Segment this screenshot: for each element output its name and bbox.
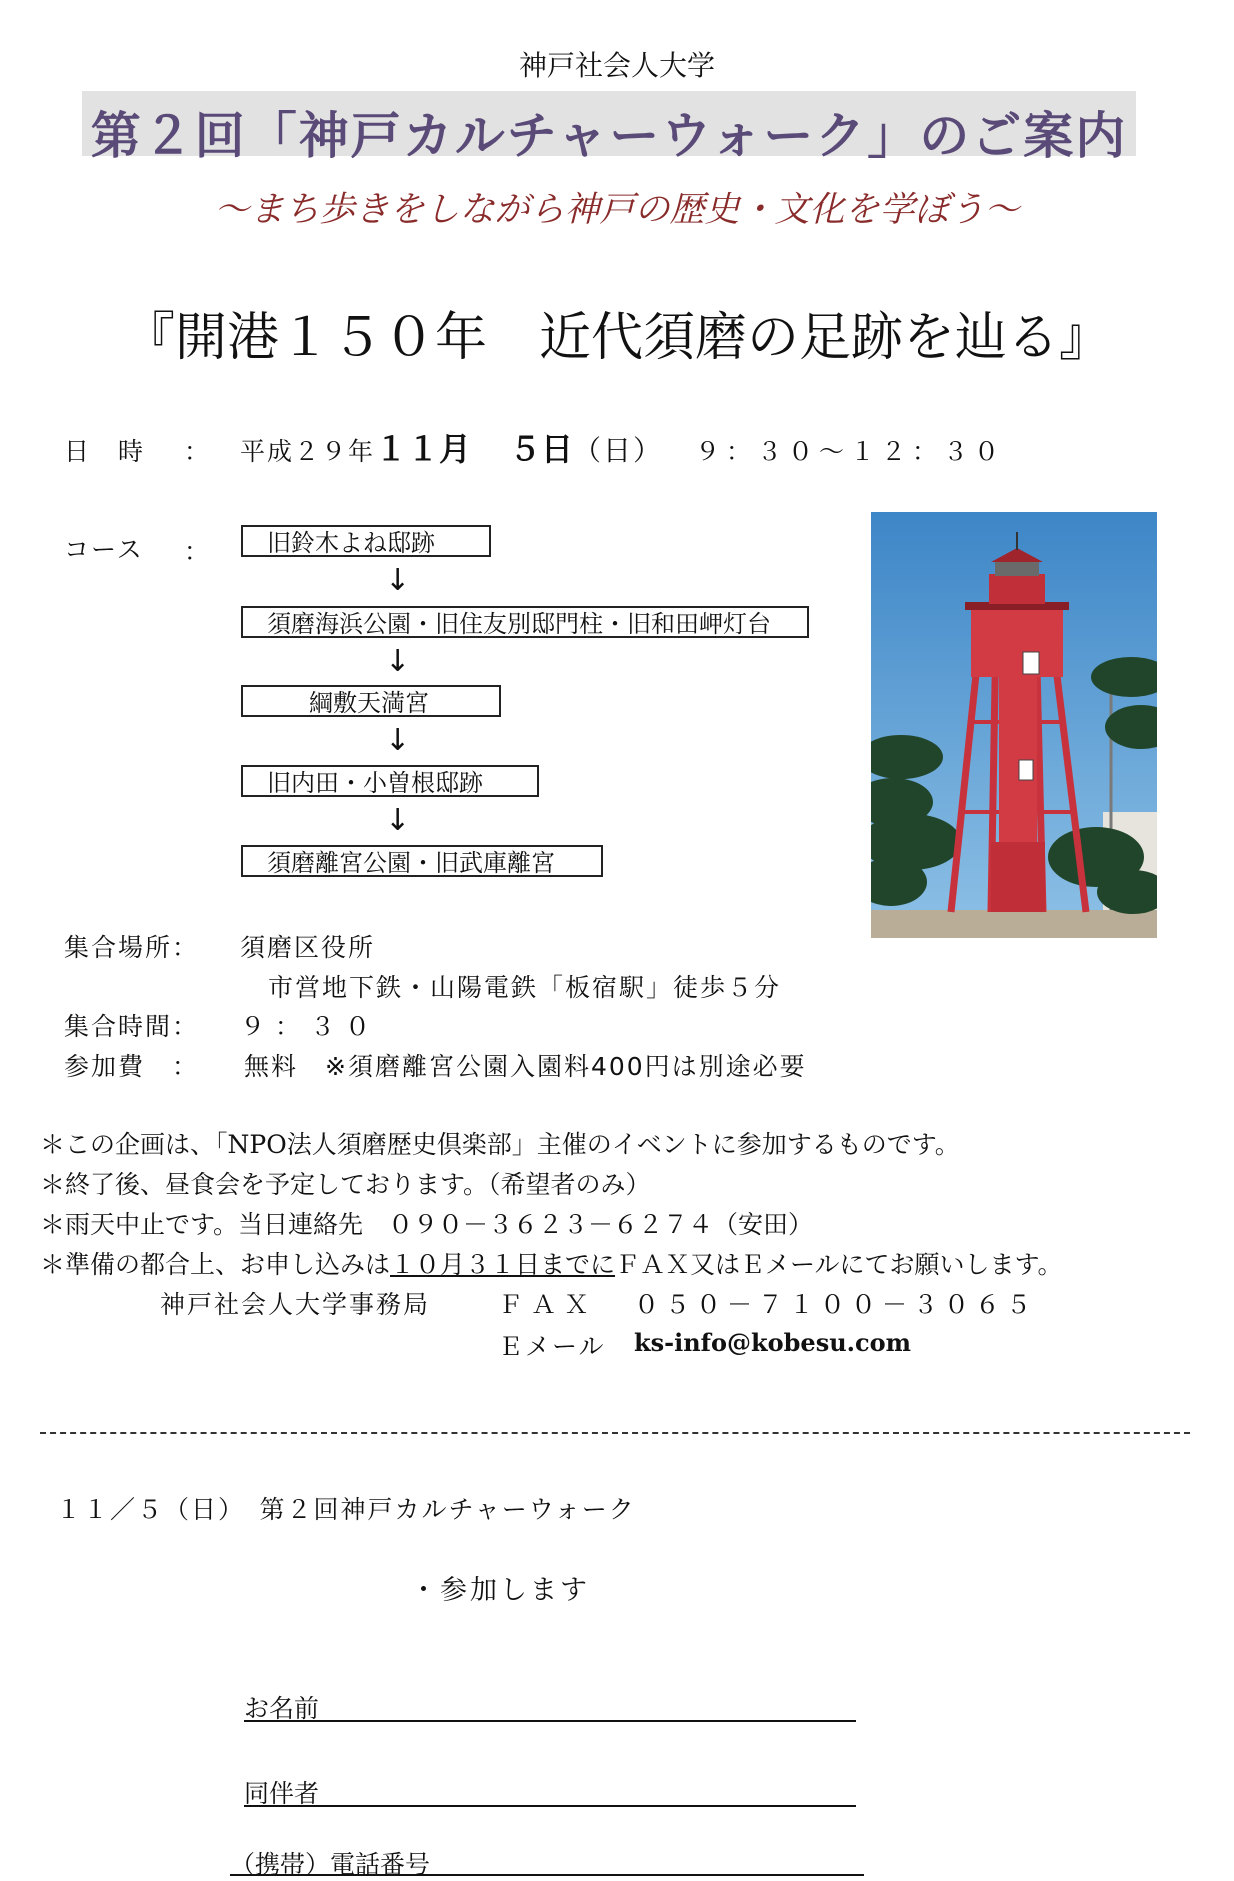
contact-email-label: Ｅメール — [498, 1332, 606, 1361]
contact-fax-label: ＦＡＸ — [498, 1290, 598, 1319]
note-deadline — [40, 1245, 1063, 1281]
name-label: お名前 — [244, 1694, 320, 1723]
schedule-day: ５日 — [508, 430, 573, 468]
meeting-access: 市営地下鉄・山陽電鉄「板宿駅」徒歩５分 — [268, 973, 782, 1002]
course-stop-1: 旧鈴木よね邸跡 — [241, 525, 491, 557]
schedule-month: １１月 — [375, 430, 472, 468]
note-organizer: ＊この企画は、「NPO法人須磨歴史倶楽部」主催のイベントに参加するものです。 — [40, 1130, 960, 1159]
lighthouse-photo — [871, 512, 1157, 938]
arrow-down-icon: ↓ — [385, 723, 411, 758]
page-title: 第２回「神戸カルチャーウォーク」のご案内 — [90, 107, 1128, 165]
meeting-time: ９：３０ — [240, 1012, 381, 1041]
arrow-down-icon: ↓ — [385, 563, 411, 598]
form-attend-option[interactable]: ・参加します — [410, 1575, 590, 1606]
fee-label: 参加費 ： — [64, 1052, 200, 1081]
lighthouse-icon — [871, 512, 1157, 938]
course-colon: ： — [184, 537, 212, 566]
arrow-down-icon: ↓ — [385, 803, 411, 838]
note-deadline-post: ＦＡＸ又はＥメールにてお願いします。 — [615, 1250, 1063, 1279]
schedule-colon: ： — [184, 437, 212, 466]
arrow-down-icon: ↓ — [385, 644, 411, 679]
meeting-time-label: 集合時間： — [64, 1012, 200, 1041]
cut-line-divider — [40, 1432, 1190, 1434]
schedule-weekday: （日） — [573, 434, 664, 467]
contact-fax: ０５０－７１００－３０６５ — [634, 1290, 1038, 1319]
course-stop-4: 旧内田・小曽根邸跡 — [241, 765, 539, 797]
name-field[interactable] — [244, 1720, 856, 1722]
note-rain: ＊雨天中止です。当日連絡先 ０９０－３６２３－６２７４（安田） — [40, 1210, 814, 1239]
course-stop-5: 須磨離宮公園・旧武庫離宮 — [241, 845, 603, 877]
phone-label: （携帯）電話番号 — [230, 1850, 431, 1879]
schedule-time: ９：３０～１２：３０ — [694, 437, 1005, 466]
note-deadline-pre: ＊準備の都合上、お申し込みは — [40, 1250, 391, 1279]
contact-office: 神戸社会人大学事務局 — [160, 1290, 431, 1319]
subtitle: ～まち歩きをしながら神戸の歴史・文化を学ぼう～ — [214, 190, 1020, 230]
phone-field[interactable] — [230, 1874, 864, 1876]
note-deadline-date: １０月３１日までに — [390, 1250, 616, 1279]
meeting-place: 須磨区役所 — [240, 933, 376, 962]
event-headline: 『開港１５０年 近代須磨の足跡を辿る』 — [122, 308, 1111, 368]
course-stop-3: 綱敷天満宮 — [241, 685, 501, 717]
course-label: コース — [64, 535, 144, 564]
course-stop-2: 須磨海浜公園・旧住友別邸門柱・旧和田岬灯台 — [241, 606, 809, 638]
schedule-line — [240, 424, 1005, 470]
schedule-prefix: 平成２９年 — [240, 437, 376, 466]
companion-field[interactable] — [244, 1805, 856, 1807]
form-event-line: １１／５（日） 第２回神戸カルチャーウォーク — [56, 1495, 636, 1524]
companion-label: 同伴者 — [244, 1779, 320, 1808]
schedule-label: 日 時 — [64, 437, 146, 466]
fee: 無料 ※須磨離宮公園入園料400円は別途必要 — [244, 1052, 807, 1081]
meeting-place-label: 集合場所： — [64, 933, 200, 962]
note-lunch: ＊終了後、昼食会を予定しております。（希望者のみ） — [40, 1170, 651, 1199]
contact-email[interactable]: ks-info@kobesu.com — [634, 1328, 912, 1357]
organization-name: 神戸社会人大学 — [518, 49, 715, 82]
